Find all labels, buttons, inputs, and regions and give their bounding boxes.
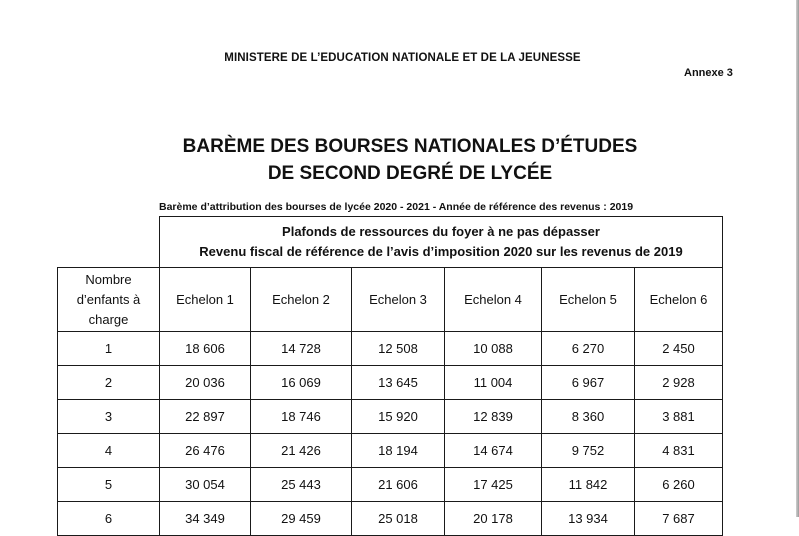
children-count-cell: 6 bbox=[58, 502, 160, 536]
threshold-cell: 21 606 bbox=[352, 468, 445, 502]
threshold-cell: 30 054 bbox=[160, 468, 251, 502]
threshold-cell: 4 831 bbox=[635, 434, 723, 468]
table-row bbox=[58, 468, 723, 502]
table-row bbox=[58, 434, 723, 468]
threshold-cell: 12 508 bbox=[352, 332, 445, 366]
threshold-cell: 12 839 bbox=[445, 400, 542, 434]
children-header-line-3: charge bbox=[88, 311, 129, 327]
threshold-cell: 16 069 bbox=[251, 366, 352, 400]
threshold-cell: 3 881 bbox=[635, 400, 723, 434]
document-subtitle: Barème d’attribution des bourses de lycée 2020 - 2021 - Année de référence des revenus : 2019 bbox=[159, 201, 634, 213]
threshold-cell: 11 004 bbox=[445, 366, 542, 400]
echelon-header: Echelon 1 bbox=[160, 268, 251, 332]
echelon-header: Echelon 6 bbox=[635, 268, 723, 332]
title-line-1: BARÈME DES BOURSES NATIONALES D’ÉTUDES bbox=[182, 136, 638, 157]
threshold-cell: 22 897 bbox=[160, 400, 251, 434]
threshold-cell: 26 476 bbox=[160, 434, 251, 468]
table-row bbox=[58, 366, 723, 400]
threshold-cell: 7 687 bbox=[635, 502, 723, 536]
threshold-cell: 34 349 bbox=[160, 502, 251, 536]
threshold-cell: 13 645 bbox=[352, 366, 445, 400]
plafonds-header-line-2: Revenu fiscal de référence de l’avis d’imposition 2020 sur les revenus de 2019 bbox=[199, 244, 683, 259]
children-count-cell: 5 bbox=[58, 468, 160, 502]
table-row bbox=[58, 332, 723, 366]
threshold-cell: 20 178 bbox=[445, 502, 542, 536]
plafonds-header bbox=[160, 217, 723, 268]
threshold-cell: 6 260 bbox=[635, 468, 723, 502]
annex-label: Annexe 3 bbox=[684, 67, 733, 79]
threshold-cell: 18 194 bbox=[352, 434, 445, 468]
threshold-cell: 13 934 bbox=[542, 502, 635, 536]
echelon-header: Echelon 5 bbox=[542, 268, 635, 332]
plafonds-header-line-1: Plafonds de ressources du foyer à ne pas dépasser bbox=[282, 224, 600, 239]
threshold-cell: 18 606 bbox=[160, 332, 251, 366]
table-row bbox=[58, 400, 723, 434]
threshold-cell: 8 360 bbox=[542, 400, 635, 434]
threshold-cell: 20 036 bbox=[160, 366, 251, 400]
echelon-header: Echelon 4 bbox=[445, 268, 542, 332]
threshold-cell: 15 920 bbox=[352, 400, 445, 434]
children-header-line-1: Nombre bbox=[85, 271, 132, 287]
bareme-table bbox=[57, 216, 723, 536]
echelon-header: Echelon 2 bbox=[251, 268, 352, 332]
threshold-cell: 25 018 bbox=[352, 502, 445, 536]
echelon-header: Echelon 3 bbox=[352, 268, 445, 332]
threshold-cell: 17 425 bbox=[445, 468, 542, 502]
ministry-header: MINISTERE DE L’EDUCATION NATIONALE ET DE LA JEUNESSE bbox=[224, 52, 581, 64]
threshold-cell: 29 459 bbox=[251, 502, 352, 536]
table-row bbox=[58, 502, 723, 536]
threshold-cell: 9 752 bbox=[542, 434, 635, 468]
threshold-cell: 25 443 bbox=[251, 468, 352, 502]
title-line-2: DE SECOND DEGRÉ DE LYCÉE bbox=[267, 163, 553, 184]
children-count-cell: 4 bbox=[58, 434, 160, 468]
table-header-row bbox=[58, 217, 723, 268]
threshold-cell: 18 746 bbox=[251, 400, 352, 434]
threshold-cell: 21 426 bbox=[251, 434, 352, 468]
threshold-cell: 14 728 bbox=[251, 332, 352, 366]
threshold-cell: 10 088 bbox=[445, 332, 542, 366]
children-header-line-2: d’enfants à bbox=[76, 291, 141, 307]
column-header-row bbox=[58, 268, 723, 332]
empty-corner-cell bbox=[58, 217, 160, 268]
threshold-cell: 2 928 bbox=[635, 366, 723, 400]
children-count-cell: 2 bbox=[58, 366, 160, 400]
threshold-cell: 14 674 bbox=[445, 434, 542, 468]
threshold-cell: 6 967 bbox=[542, 366, 635, 400]
threshold-cell: 2 450 bbox=[635, 332, 723, 366]
document-title bbox=[0, 133, 799, 187]
children-count-cell: 3 bbox=[58, 400, 160, 434]
threshold-cell: 6 270 bbox=[542, 332, 635, 366]
threshold-cell: 11 842 bbox=[542, 468, 635, 502]
children-count-header bbox=[58, 268, 160, 332]
children-count-cell: 1 bbox=[58, 332, 160, 366]
